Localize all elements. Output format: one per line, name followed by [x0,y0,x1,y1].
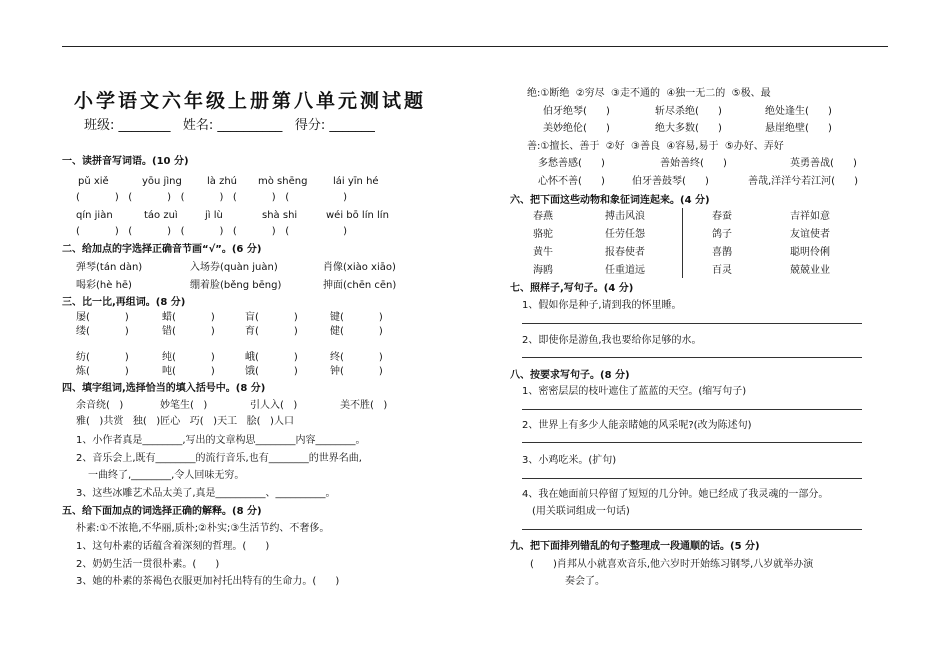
word-item: 悬崖绝壁( ) [765,123,832,134]
pinyin-item: pǔ xiě [78,176,109,187]
answer-line [522,409,862,410]
syllable-item: 抻面(chēn cēn) [323,280,397,291]
syllable-item: 绷着脸(běng bēng) [190,280,282,291]
word-item: 英勇善战( ) [790,158,857,169]
word-item: 斩尽杀绝( ) [655,106,722,117]
definition-line: 绝:①断绝 ②穷尽 ③走不通的 ④独一无二的 ⑤极、最 [527,88,771,99]
compare-item: 缕( ) [76,326,129,337]
answer-line [522,323,862,324]
section-8-heading: 八、按要求写句子。(8 分) [510,370,630,381]
word-item: 善始善终( ) [660,158,727,169]
question-2: 2、世界上有多少人能亲睹她的风采呢?(改为陈述句) [522,420,752,431]
compare-item: 屡( ) [76,312,129,323]
idiom-item: 引人入( ) [250,400,298,411]
compare-item: 吨( ) [162,366,215,377]
compare-item: 健( ) [330,326,383,337]
question-4-note: (用关联词组成一句话) [532,506,630,517]
pinyin-item: jì lù [205,210,223,221]
answer-line [522,442,862,443]
pinyin-item: qín jiàn [76,210,113,221]
compare-item: 终( ) [330,352,383,363]
example-sentence: 2、即使你是游鱼,我也要给你足够的水。 [522,335,702,346]
symbol-word: 友谊使者 [790,229,830,240]
animal-item: 喜鹊 [712,247,732,258]
column-divider [682,208,683,278]
symbol-word: 任劳任怨 [605,229,645,240]
pinyin-item: táo zuì [144,210,178,221]
example-sentence: 1、假如你是种子,请到我的怀里睡。 [522,300,682,311]
animal-item: 春燕 [533,211,553,222]
syllable-item: 弹琴(tán dàn) [76,262,143,273]
symbol-word: 吉祥如意 [790,211,830,222]
compare-item: 饿( ) [245,366,298,377]
animal-item: 百灵 [712,265,732,276]
symbol-word: 任重道远 [605,265,645,276]
symbol-word: 报春使者 [605,247,645,258]
symbol-word: 聪明伶俐 [790,247,830,258]
section-3-heading: 三、比一比,再组词。(8 分) [62,297,186,308]
compare-item: 育( ) [245,326,298,337]
question-4: 4、我在她面前只停留了短短的几分钟。她已经成了我灵魂的一部分。 [522,489,829,500]
answer-line [522,357,862,358]
top-rule [62,46,888,47]
question-1: 1、这句朴素的话蕴含着深刻的哲理。( ) [76,541,270,552]
answer-line [522,529,862,530]
idiom-row: 雅( )共赏 独( )匠心 巧( )天工 脍( )人口 [76,416,294,427]
question-2-cont: 一曲终了,________,令人回味无穷。 [88,470,245,481]
compare-item: 纺( ) [76,352,129,363]
page-title: 小学语文六年级上册第八单元测试题 [74,90,427,112]
sentence-item-cont: 奏会了。 [565,576,605,587]
syllable-item: 喝彩(hè hē) [76,280,132,291]
question-3: 3、小鸡吃米。(扩句) [522,455,617,466]
word-item: 伯牙善鼓琴( ) [632,176,709,187]
question-3: 3、这些冰雕艺术品太美了,真是__________、__________。 [76,488,336,499]
section-7-heading: 七、照样子,写句子。(4 分) [510,283,634,294]
pinyin-item: là zhú [207,176,238,187]
student-info-line: 班级: ________ 姓名: __________ 得分: _______ [84,118,375,133]
animal-item: 骆驼 [533,229,553,240]
answer-brackets-row: ( ) ( ) ( ) ( ) ( ) [76,192,348,203]
idiom-item: 妙笔生( ) [160,400,208,411]
compare-item: 键( ) [330,312,383,323]
definition-line: 朴素:①不浓艳,不华丽,质朴;②朴实;③生活节约、不奢侈。 [76,523,330,534]
word-item: 美妙绝伦( ) [543,123,610,134]
idiom-item: 余音绕( ) [76,400,124,411]
compare-item: 蜡( ) [162,312,215,323]
section-6-heading: 六、把下面这些动物和象征词连起来。(4 分) [510,195,710,206]
sentence-item: ( )肖邦从小就喜欢音乐,他六岁时开始练习钢琴,八岁就举办演 [530,559,814,570]
compare-item: 钟( ) [330,366,383,377]
compare-item: 盲( ) [245,312,298,323]
word-item: 多愁善感( ) [538,158,605,169]
pinyin-item: wéi bō lín lín [326,210,389,221]
pinyin-item: lái yīn hé [333,176,379,187]
word-item: 绝处逢生( ) [765,106,832,117]
compare-item: 炼( ) [76,366,129,377]
animal-item: 海鸥 [533,265,553,276]
word-item: 心怀不善( ) [538,176,605,187]
animal-item: 黄牛 [533,247,553,258]
syllable-item: 入场券(quàn juàn) [190,262,278,273]
word-item: 绝大多数( ) [655,123,722,134]
animal-item: 鸽子 [712,229,732,240]
pinyin-item: shà shi [262,210,298,221]
word-item: 伯牙绝琴( ) [543,106,610,117]
definition-line: 善:①擅长、善于 ②好 ③善良 ④容易,易于 ⑤办好、弄好 [527,141,784,152]
section-1-heading: 一、读拼音写词语。(10 分) [62,156,189,167]
question-1: 1、密密层层的枝叶遮住了蓝蓝的天空。(缩写句子) [522,386,747,397]
section-5-heading: 五、给下面加点的词选择正确的解释。(8 分) [62,506,262,517]
answer-brackets-row: ( ) ( ) ( ) ( ) ( ) [76,226,348,237]
compare-item: 纯( ) [162,352,215,363]
pinyin-item: mò shēng [258,176,308,187]
symbol-word: 搏击风浪 [605,211,645,222]
section-4-heading: 四、填字组词,选择恰当的填入括号中。(8 分) [62,383,266,394]
animal-item: 春蚕 [712,211,732,222]
question-2: 2、音乐会上,既有________的流行音乐,也有________的世界名曲, [76,453,362,464]
idiom-item: 美不胜( ) [340,400,388,411]
word-item: 善哉,洋洋兮若江河( ) [748,176,859,187]
pinyin-item: yōu jìng [142,176,182,187]
compare-item: 错( ) [162,326,215,337]
symbol-word: 兢兢业业 [790,265,830,276]
compare-item: 峨( ) [245,352,298,363]
section-2-heading: 二、给加点的字选择正确音节画“√”。(6 分) [62,244,262,255]
question-3: 3、她的朴素的茶褐色衣服更加衬托出特有的生命力。( ) [76,576,340,587]
question-1: 1、小作者真是________,写出的文章构思________内容________。 [76,435,366,446]
section-9-heading: 九、把下面排列错乱的句子整理成一段通顺的话。(5 分) [510,541,760,552]
question-2: 2、奶奶生活一贯很朴素。( ) [76,559,220,570]
syllable-item: 肖像(xiào xiāo) [323,262,396,273]
answer-line [522,478,862,479]
